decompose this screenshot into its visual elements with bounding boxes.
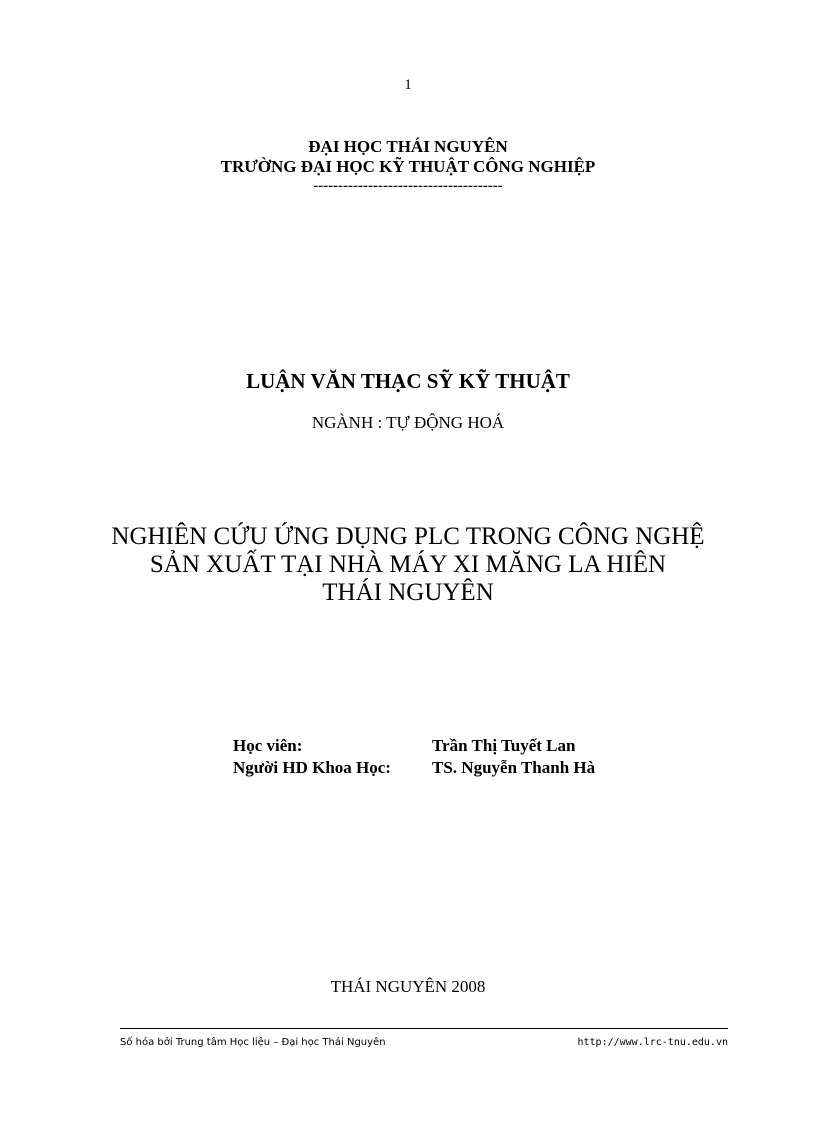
page-number: 1 — [404, 77, 412, 93]
university-name: ĐẠI HỌC THÁI NGUYÊN — [308, 137, 508, 156]
header-divider: -------------------------------------- — [313, 178, 503, 194]
thesis-title-line: NGHIÊN CỨU ỨNG DỤNG PLC TRONG CÔNG NGHỆ — [111, 523, 705, 550]
student-name: Trần Thị Tuyết Lan — [432, 736, 576, 755]
school-name: TRƯỜNG ĐẠI HỌC KỸ THUẬT CÔNG NGHIỆP — [220, 157, 596, 176]
student-label: Học viên: — [233, 736, 303, 755]
footer-divider — [120, 1028, 728, 1029]
footer-url: http://www.lrc-tnu.edu.vn — [577, 1037, 728, 1048]
place-year: THÁI NGUYÊN 2008 — [330, 977, 486, 996]
advisor-label: Người HD Khoa Học: — [233, 758, 391, 777]
degree-title: LUẬN VĂN THẠC SỸ KỸ THUẬT — [246, 369, 570, 393]
advisor-name: TS. Nguyễn Thanh Hà — [432, 758, 596, 777]
thesis-title-line: SẢN XUẤT TẠI NHÀ MÁY XI MĂNG LA HIÊN — [149, 551, 667, 578]
major-label: NGÀNH : TỰ ĐỘNG HOÁ — [311, 413, 505, 432]
footer-digitization-note: Số hóa bởi Trung tâm Học liệu – Đại học Thái Nguyên — [120, 1037, 386, 1048]
thesis-title-line: THÁI NGUYÊN — [322, 579, 494, 606]
